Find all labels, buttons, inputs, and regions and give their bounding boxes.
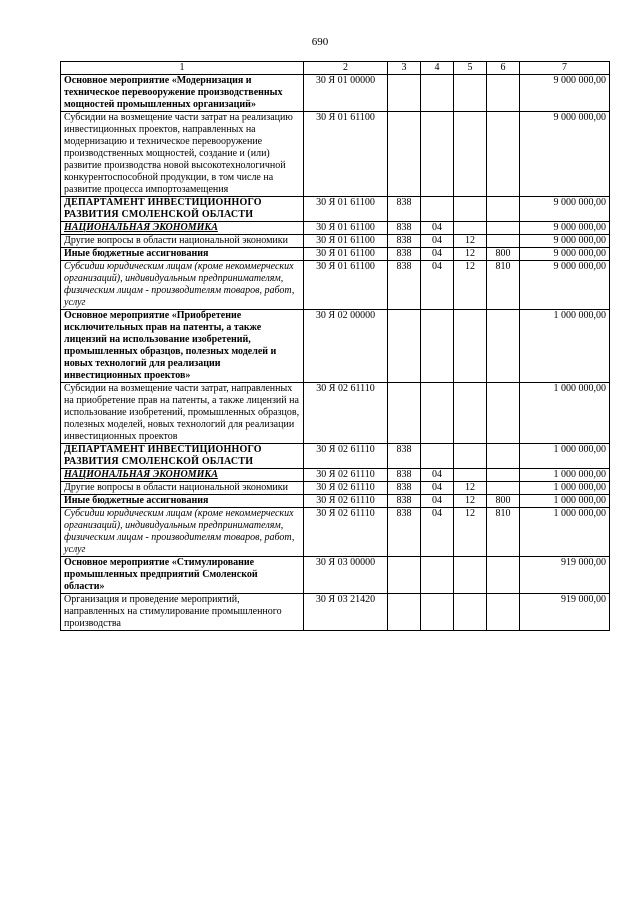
row-expense-type: 800 bbox=[487, 248, 520, 261]
row-amount: 9 000 000,00 bbox=[520, 112, 610, 197]
row-target-code: 30 Я 02 00000 bbox=[304, 310, 388, 383]
header-cell: 4 bbox=[421, 62, 454, 75]
row-target-code: 30 Я 01 00000 bbox=[304, 75, 388, 112]
row-subsection-code bbox=[454, 557, 487, 594]
page-number: 690 bbox=[311, 36, 329, 48]
row-target-code: 30 Я 02 61110 bbox=[304, 508, 388, 557]
row-name: Иные бюджетные ассигнования bbox=[61, 248, 304, 261]
row-expense-type bbox=[487, 594, 520, 631]
row-expense-type bbox=[487, 557, 520, 594]
row-amount: 1 000 000,00 bbox=[520, 444, 610, 469]
row-dept-code: 838 bbox=[388, 248, 421, 261]
row-amount: 9 000 000,00 bbox=[520, 235, 610, 248]
row-dept-code: 838 bbox=[388, 197, 421, 222]
table-row bbox=[61, 310, 610, 383]
table-row bbox=[61, 482, 610, 495]
row-dept-code: 838 bbox=[388, 482, 421, 495]
row-target-code: 30 Я 01 61100 bbox=[304, 197, 388, 222]
row-target-code: 30 Я 01 61100 bbox=[304, 261, 388, 310]
row-name: НАЦИОНАЛЬНАЯ ЭКОНОМИКА bbox=[61, 469, 304, 482]
row-amount: 9 000 000,00 bbox=[520, 197, 610, 222]
table-row bbox=[61, 261, 610, 310]
row-section-code bbox=[421, 310, 454, 383]
header-row bbox=[61, 62, 610, 75]
row-section-code: 04 bbox=[421, 235, 454, 248]
row-section-code bbox=[421, 112, 454, 197]
row-subsection-code: 12 bbox=[454, 495, 487, 508]
row-name: НАЦИОНАЛЬНАЯ ЭКОНОМИКА bbox=[61, 222, 304, 235]
row-name: Основное мероприятие «Приобретение исключительных прав на патенты, а также лицензий на использование изобретений, промышленных образцов, полезных моделей и новых технологий для реализации инвестиционных проектов» bbox=[61, 310, 304, 383]
row-expense-type bbox=[487, 222, 520, 235]
row-subsection-code: 12 bbox=[454, 235, 487, 248]
row-amount: 1 000 000,00 bbox=[520, 495, 610, 508]
row-section-code: 04 bbox=[421, 495, 454, 508]
row-name: ДЕПАРТАМЕНТ ИНВЕСТИЦИОННОГО РАЗВИТИЯ СМОЛЕНСКОЙ ОБЛАСТИ bbox=[61, 197, 304, 222]
row-name: Иные бюджетные ассигнования bbox=[61, 495, 304, 508]
row-subsection-code bbox=[454, 222, 487, 235]
row-section-code: 04 bbox=[421, 469, 454, 482]
header-cell: 5 bbox=[454, 62, 487, 75]
row-dept-code: 838 bbox=[388, 469, 421, 482]
row-dept-code: 838 bbox=[388, 495, 421, 508]
row-expense-type bbox=[487, 112, 520, 197]
table-row bbox=[61, 235, 610, 248]
row-subsection-code bbox=[454, 594, 487, 631]
table-row bbox=[61, 383, 610, 444]
row-dept-code: 838 bbox=[388, 444, 421, 469]
row-subsection-code: 12 bbox=[454, 248, 487, 261]
row-section-code bbox=[421, 197, 454, 222]
row-expense-type bbox=[487, 444, 520, 469]
row-name: Основное мероприятие «Модернизация и техническое перевооружение производственных мощностей промышленных организаций» bbox=[61, 75, 304, 112]
row-expense-type bbox=[487, 469, 520, 482]
row-section-code: 04 bbox=[421, 248, 454, 261]
row-target-code: 30 Я 02 61110 bbox=[304, 444, 388, 469]
row-target-code: 30 Я 02 61110 bbox=[304, 383, 388, 444]
row-amount: 919 000,00 bbox=[520, 557, 610, 594]
row-expense-type: 800 bbox=[487, 495, 520, 508]
row-amount: 1 000 000,00 bbox=[520, 310, 610, 383]
row-subsection-code: 12 bbox=[454, 508, 487, 557]
row-expense-type bbox=[487, 235, 520, 248]
row-dept-code bbox=[388, 594, 421, 631]
table-row bbox=[61, 112, 610, 197]
row-subsection-code bbox=[454, 75, 487, 112]
header-cell: 2 bbox=[304, 62, 388, 75]
row-amount: 9 000 000,00 bbox=[520, 75, 610, 112]
table-row bbox=[61, 594, 610, 631]
table-row bbox=[61, 75, 610, 112]
row-target-code: 30 Я 02 61110 bbox=[304, 482, 388, 495]
row-amount: 9 000 000,00 bbox=[520, 261, 610, 310]
row-dept-code: 838 bbox=[388, 235, 421, 248]
row-dept-code: 838 bbox=[388, 222, 421, 235]
row-dept-code bbox=[388, 112, 421, 197]
row-target-code: 30 Я 03 21420 bbox=[304, 594, 388, 631]
row-section-code bbox=[421, 444, 454, 469]
header-cell: 1 bbox=[61, 62, 304, 75]
row-target-code: 30 Я 02 61110 bbox=[304, 495, 388, 508]
row-section-code bbox=[421, 383, 454, 444]
row-name: Другие вопросы в области национальной экономики bbox=[61, 235, 304, 248]
row-target-code: 30 Я 01 61100 bbox=[304, 248, 388, 261]
row-section-code: 04 bbox=[421, 482, 454, 495]
row-subsection-code bbox=[454, 469, 487, 482]
row-expense-type bbox=[487, 482, 520, 495]
row-section-code bbox=[421, 594, 454, 631]
row-target-code: 30 Я 01 61100 bbox=[304, 235, 388, 248]
row-subsection-code: 12 bbox=[454, 482, 487, 495]
row-expense-type bbox=[487, 310, 520, 383]
row-target-code: 30 Я 03 00000 bbox=[304, 557, 388, 594]
row-expense-type bbox=[487, 197, 520, 222]
row-amount: 1 000 000,00 bbox=[520, 508, 610, 557]
row-subsection-code bbox=[454, 444, 487, 469]
budget-table bbox=[60, 61, 610, 631]
row-name: ДЕПАРТАМЕНТ ИНВЕСТИЦИОННОГО РАЗВИТИЯ СМОЛЕНСКОЙ ОБЛАСТИ bbox=[61, 444, 304, 469]
row-dept-code bbox=[388, 75, 421, 112]
row-section-code: 04 bbox=[421, 261, 454, 310]
row-name: Субсидии на возмещение части затрат на реализацию инвестиционных проектов, направленных на модернизацию и техническое перевооружение производственных мощностей, создание и (или) развитие производства новой высокотехнологичной конкурентоспособной продукции, в том числе на развитие процесса импортозамещения bbox=[61, 112, 304, 197]
table-row bbox=[61, 248, 610, 261]
row-expense-type bbox=[487, 75, 520, 112]
row-expense-type: 810 bbox=[487, 508, 520, 557]
row-name: Субсидии юридическим лицам (кроме некоммерческих организаций), индивидуальным предпринимателям, физическим лицам - производителям товаров, работ, услуг bbox=[61, 508, 304, 557]
table-row bbox=[61, 508, 610, 557]
row-amount: 1 000 000,00 bbox=[520, 482, 610, 495]
row-subsection-code bbox=[454, 197, 487, 222]
row-section-code bbox=[421, 557, 454, 594]
row-expense-type: 810 bbox=[487, 261, 520, 310]
row-name: Другие вопросы в области национальной экономики bbox=[61, 482, 304, 495]
row-subsection-code bbox=[454, 383, 487, 444]
table-row bbox=[61, 222, 610, 235]
table-row bbox=[61, 444, 610, 469]
row-amount: 1 000 000,00 bbox=[520, 383, 610, 444]
row-name: Основное мероприятие «Стимулирование промышленных предприятий Смоленской области» bbox=[61, 557, 304, 594]
row-dept-code: 838 bbox=[388, 508, 421, 557]
row-amount: 9 000 000,00 bbox=[520, 248, 610, 261]
table-row bbox=[61, 557, 610, 594]
row-dept-code bbox=[388, 383, 421, 444]
row-target-code: 30 Я 02 61110 bbox=[304, 469, 388, 482]
row-subsection-code: 12 bbox=[454, 261, 487, 310]
row-name: Субсидии на возмещение части затрат, направленных на приобретение прав на патенты, а также лицензий на использование изобретений, промышленных образцов, полезных моделей, новых технологий для реализации инвестиционных проектов bbox=[61, 383, 304, 444]
row-subsection-code bbox=[454, 112, 487, 197]
row-target-code: 30 Я 01 61100 bbox=[304, 112, 388, 197]
row-section-code: 04 bbox=[421, 222, 454, 235]
row-name: Субсидии юридическим лицам (кроме некоммерческих организаций), индивидуальным предпринимателям, физическим лицам - производителям товаров, работ, услуг bbox=[61, 261, 304, 310]
row-name: Организация и проведение мероприятий, направленных на стимулирование промышленного производства bbox=[61, 594, 304, 631]
row-section-code: 04 bbox=[421, 508, 454, 557]
table-row bbox=[61, 469, 610, 482]
table-row bbox=[61, 495, 610, 508]
row-dept-code: 838 bbox=[388, 261, 421, 310]
row-subsection-code bbox=[454, 310, 487, 383]
table-row bbox=[61, 197, 610, 222]
row-amount: 919 000,00 bbox=[520, 594, 610, 631]
row-dept-code bbox=[388, 557, 421, 594]
row-dept-code bbox=[388, 310, 421, 383]
row-amount: 1 000 000,00 bbox=[520, 469, 610, 482]
header-cell: 3 bbox=[388, 62, 421, 75]
row-expense-type bbox=[487, 383, 520, 444]
header-cell: 7 bbox=[520, 62, 610, 75]
row-target-code: 30 Я 01 61100 bbox=[304, 222, 388, 235]
row-amount: 9 000 000,00 bbox=[520, 222, 610, 235]
row-section-code bbox=[421, 75, 454, 112]
header-cell: 6 bbox=[487, 62, 520, 75]
